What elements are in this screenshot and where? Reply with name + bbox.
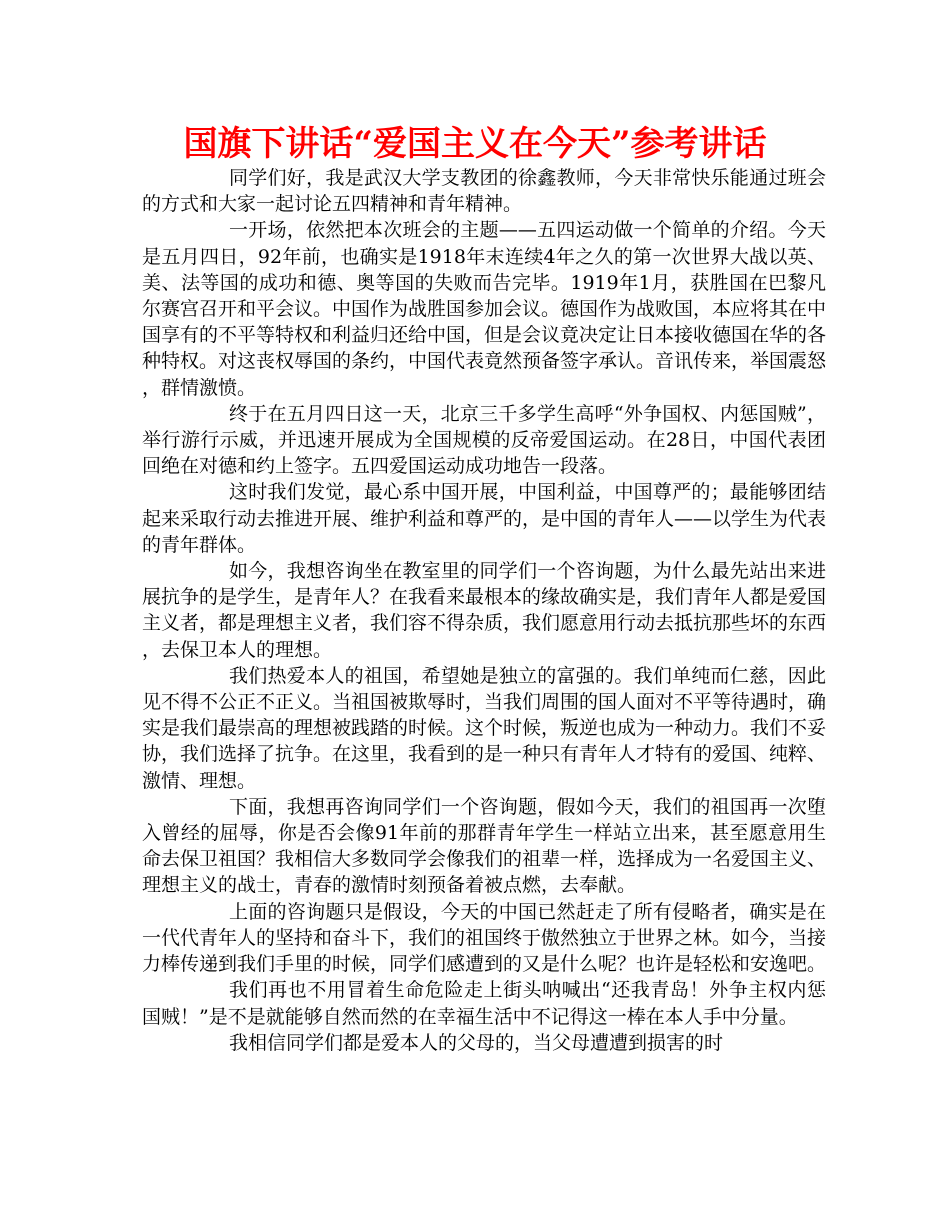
paragraph: 终于在五月四日这一天，北京三千多学生高呼“外争国权、内惩国贼”，举行游行示威，并迅速开展成为全国规模的反帝爱国运动。在28日，中国代表团回绝在对德和约上签字。五四爱国运动成功地告一段落。 xyxy=(142,402,826,478)
paragraph: 下面，我想再咨询同学们一个咨询题，假如今天，我们的祖国再一次堕入曾经的屈辱，你是否会像91年前的那群青年学生一样站立出来，甚至愿意用生命去保卫祖国？我相信大多数同学会像我们的祖辈一样，选择成为一名爱国主义、理想主义的战士，青春的激情时刻预备着被点燃，去奉献。 xyxy=(142,795,827,897)
paragraph: 上面的咨询题只是假设，今天的中国已然赶走了所有侵略者，确实是在一代代青年人的坚持和奋斗下，我们的祖国终于傲然独立于世界之林。如今，当接力棒传递到我们手里的时候，同学们感遭到的又是什么呢？也许是轻松和安逸吧。 xyxy=(142,900,827,976)
paragraph: 我相信同学们都是爱本人的父母的，当父母遭遭到损害的时 xyxy=(229,1031,724,1054)
paragraph: 这时我们发觉，最心系中国开展，中国利益，中国尊严的；最能够团结起来采取行动去推进开展、维护利益和尊严的，是中国的青年人——以学生为代表的青年群体。 xyxy=(142,481,827,556)
document-body xyxy=(142,165,826,1056)
paragraph: 如今，我想咨询坐在教室里的同学们一个咨询题，为什么最先站出来进展抗争的是学生，是青年人？在我看来最根本的缘故确实是，我们青年人都是爱国主义者，都是理想主义者，我们容不得杂质，我们愿意用行动去抵抗那些坏的东西，去保卫本人的理想。 xyxy=(142,560,827,661)
paragraph: 我们再也不用冒着生命危险走上街头呐喊出“还我青岛！外争主权内惩国贼！”是不是就能够自然而然的在幸福生活中不记得这一棒在本人手中分量。 xyxy=(142,979,826,1028)
paragraph: 我们热爱本人的祖国，希望她是独立的富强的。我们单纯而仁慈，因此见不得不公正不正义。当祖国被欺辱时，当我们周围的国人面对不平等待遇时，确实是我们最崇高的理想被践踏的时候。这个时候，叛逆也成为一种动力。我们不妥协，我们选择了抗争。在这里，我看到的是一种只有青年人才特有的爱国、纯粹、激情、理想。 xyxy=(142,664,827,792)
paragraph: 一开场，依然把本次班会的主题——五四运动做一个简单的介绍。今天是五月四日，92年前，也确实是1918年末连续4年之久的第一次世界大战以英、美、法等国的成功和德、奥等国的失败而告完毕。1919年1月，获胜国在巴黎凡尔赛宫召开和平会议。中国作为战胜国参加会议。德国作为战败国，本应将其在中国享有的不平等特权和利益归还给中国，但是会议竟决定让日本接收德国在华的各种特权。对这丧权辱国的条约，中国代表竟然预备签字承认。音讯传来，举国震怒，群情激愤。 xyxy=(142,219,827,399)
document-title: 国旗下讲话“爱国主义在今天”参考讲话 xyxy=(183,124,767,164)
paragraph: 同学们好，我是武汉大学支教团的徐鑫教师，今天非常快乐能通过班会的方式和大家一起讨论五四精神和青年精神。 xyxy=(142,167,826,216)
